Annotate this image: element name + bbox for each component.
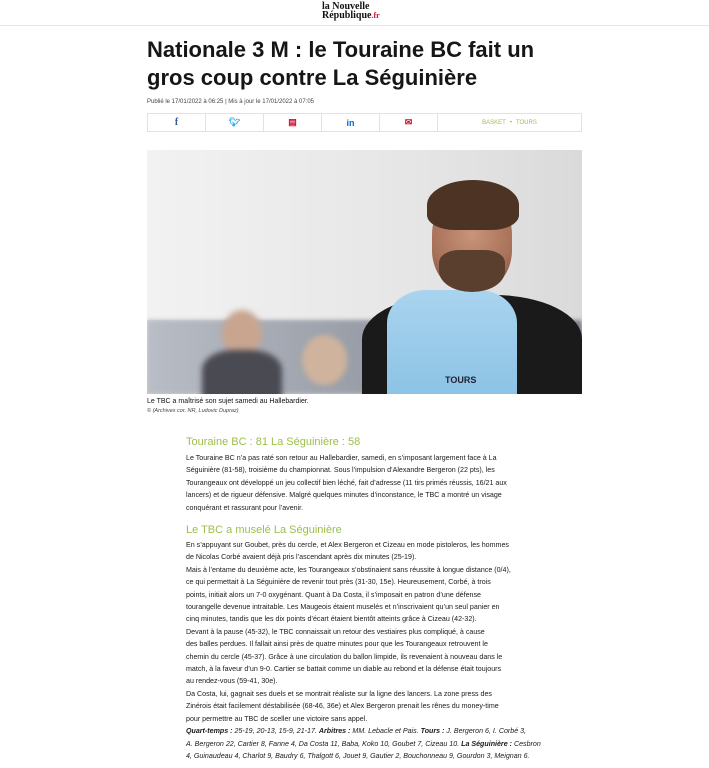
- print-icon: ▤: [288, 117, 297, 127]
- twitter-icon: 🐦︎: [228, 117, 241, 127]
- body-line: Devant à la pause (45-32), le TBC connaissait un retour des vestiaires plus compliqué, à cause: [186, 627, 485, 636]
- jersey-text: TOURS: [445, 375, 477, 385]
- body-line: des balles perdues. Il fallait ainsi près de quatre minutes pour que les Tourangeaux retrouvent le: [186, 640, 488, 649]
- body-line: Zinérois était facilement déstabilisée (68-46, 36e) et Alex Bergeron prenait les rênes du money-time: [186, 702, 499, 711]
- site-header: [0, 0, 709, 26]
- site-logo[interactable]: [322, 2, 380, 20]
- logo-line2: République.fr: [322, 10, 380, 21]
- body-line: pour permettre au TBC de sceller une victoire sans appel.: [186, 714, 368, 723]
- body-line: ce qui permettait à La Séguinière de revenir tout près (31-30, 15e). Heureusement, Corbé, à trois: [186, 578, 491, 587]
- body-line: Séguinière (81-58), troisième du championnat. Sous l’impulsion d’Alexandre Bergeron (22 pts), les: [186, 466, 495, 475]
- section-heading: Touraine BC : 81 La Séguinière : 58: [186, 436, 361, 448]
- body-line: conquérant et rassurant pour l’avenir.: [186, 503, 304, 512]
- body-line: Le Touraine BC n’a pas raté son retour au Hallebardier, samedi, en s’imposant largement face à La: [186, 454, 497, 462]
- article-section-1: [186, 436, 548, 514]
- stats-line: A. Bergeron 22, Cartier 8, Fanne 4, Da Costa 11, Baba, Koko 10, Goubet 7, Cizeau 10. La Séguinière : Cesbron: [186, 739, 541, 748]
- body-line: Da Costa, lui, gagnait ses duels et se montrait réaliste sur la ligne des lancers. La zone press des: [186, 689, 492, 698]
- spectator-head-2: [302, 335, 347, 385]
- mail-icon: ✉: [404, 117, 413, 127]
- share-bar: [147, 113, 582, 132]
- section-body: [186, 452, 548, 514]
- article-tags: [438, 114, 581, 131]
- article-title: Nationale 3 M : le Touraine BC fait un gros coup contre La Séguinière: [147, 37, 535, 90]
- body-line: points, initiait alors un 7-0 oxygénant. Quant à Da Costa, il s’imposait en patron d’une défense: [186, 590, 481, 599]
- section-body: [186, 539, 548, 762]
- section-heading: Le TBC a muselé La Séguinière: [186, 524, 342, 536]
- tag-separator: •: [509, 119, 512, 126]
- logo-line1: la Nouvelle: [322, 1, 370, 12]
- body-line: au rendez-vous (59-41, 30e).: [186, 677, 278, 686]
- share-twitter-button[interactable]: [206, 114, 264, 131]
- body-line: chemin du cercle (45-37). Grâce à une circulation du ballon limpide, ils revenaient à nouveau dans le: [186, 652, 503, 661]
- body-line: match, à la faveur d’un 9-0. Cartier se battait comme un diable au rebond et la défense était toujours: [186, 665, 502, 674]
- photo-background: [147, 150, 582, 320]
- facebook-icon: f: [174, 117, 179, 128]
- print-button[interactable]: [264, 114, 322, 131]
- body-line: En s’appuyant sur Goubet, près du cercle, et Alex Bergeron et Cizeau en mode pistoleros, les hommes: [186, 541, 509, 549]
- photo-caption: Le TBC a maîtrisé son sujet samedi au Hallebardier.: [147, 398, 309, 405]
- linkedin-icon: in: [346, 117, 355, 128]
- spectator-body: [202, 350, 282, 394]
- tag-tours[interactable]: TOURS: [515, 119, 537, 126]
- share-linkedin-button[interactable]: [322, 114, 380, 131]
- share-facebook-button[interactable]: [148, 114, 206, 131]
- body-line: Mais à l’entame du deuxième acte, les Tourangeaux s’obstinaient sans réussite à longue distance (0/4),: [186, 565, 511, 574]
- article-meta: Publié le 17/01/2022 à 06:25 | Mis à jour le 17/01/2022 à 07:05: [147, 99, 315, 105]
- body-line: Tourangeaux ont développé un jeu collectif bien léché, fait d’adresse (11 tirs primés réussis, 16/21 aux: [186, 478, 507, 487]
- article-section-2: [186, 524, 548, 762]
- stats-line: Quart-temps : 25-19, 20-13, 15-9, 21-17. Arbitres : MM. Lebacle et Pais. Tours : J. Bergeron 6, I. Corbé 3,: [186, 727, 527, 736]
- tag-basket[interactable]: BASKET: [482, 119, 506, 126]
- photo-credit: © (Archives cor. NR, Ludovic Dupraz): [147, 408, 239, 414]
- stats-line: 4, Guinaudeau 4, Charlot 9, Baudry 6, Thalgott 6, Jouet 9, Gautier 2, Bouchonneau 9, Gourdon 3, Meignan 6.: [186, 751, 530, 760]
- body-line: tourangelle devenue intraitable. Les Maugeois étaient muselés et n’inscrivaient qu’un seul panier en: [186, 603, 500, 612]
- body-line: cinq minutes, tandis que les dix points d’écart étaient bientôt atteints grâce à Cizeau (42-32).: [186, 615, 477, 624]
- body-line: de Nicolas Corbé avaient déjà pris l’ascendant après dix minutes (25-19).: [186, 553, 417, 562]
- share-mail-button[interactable]: [380, 114, 438, 131]
- player-hair: [427, 180, 519, 230]
- player-beard: [439, 250, 505, 292]
- article-photo: [147, 150, 582, 394]
- body-line: lancers) et de rigueur défensive. Malgré quelques minutes d’inconstance, le TBC a montré un visage: [186, 491, 502, 500]
